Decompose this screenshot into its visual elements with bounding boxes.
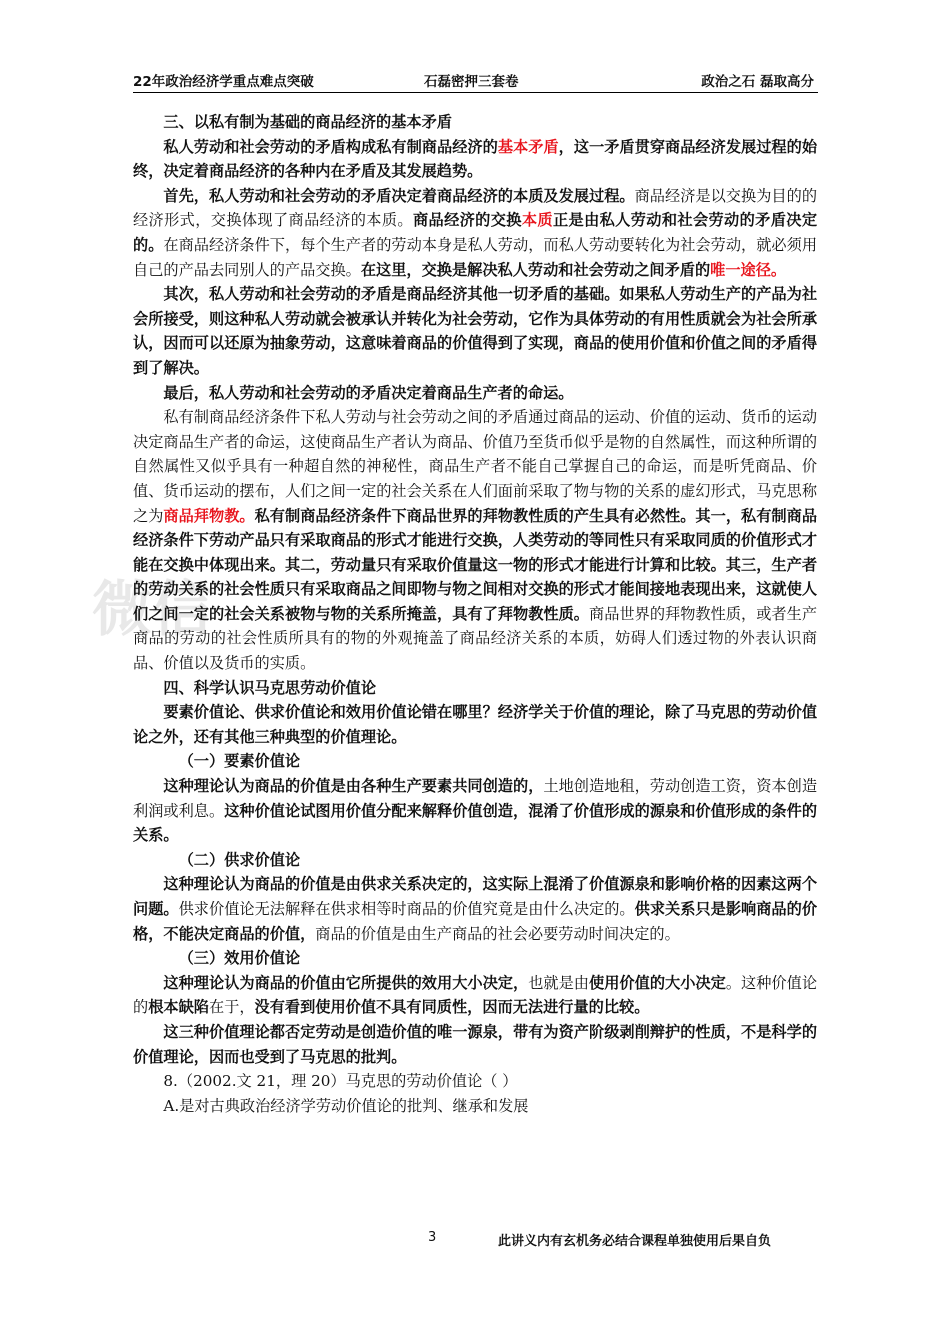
page-header <box>133 66 818 93</box>
footer-note: 此讲义内有玄机务必结合课程单独使用后果自负 <box>498 1234 772 1249</box>
subsection-2-heading: （二）供求价值论 <box>178 850 301 869</box>
section-3-para-1: 私人劳动和社会劳动的矛盾构成私有制商品经济的基本矛盾，这一矛盾贯穿商品经济发展过程的始终，决定着商品经济的各种内在矛盾及其发展趋势。 <box>133 137 818 181</box>
section-4-heading: 四、科学认识马克思劳动价值论 <box>163 678 377 697</box>
section-3-heading: 三、以私有制为基础的商品经济的基本矛盾 <box>163 113 452 131</box>
subsection-3-heading: （三）效用价值论 <box>178 949 301 968</box>
header-book-title: 石磊密押三套卷 <box>424 74 519 90</box>
subsection-1-para: 这种理论认为商品的价值是由各种生产要素共同创造的，土地创造地租，劳动创造工资，资本创造利润或利息。这种价值论试图用价值分配来解释价值创造，混淆了价值形成的源泉和价值形成的条件的关系。 <box>133 777 818 845</box>
section-3-para-3: 其次，私人劳动和社会劳动的矛盾是商品经济其他一切矛盾的基础。如果私人劳动生产的产品为社会所接受，则这种私人劳动就会被承认并转化为社会劳动，它作为具体劳动的有用性质就会为社会所承认，因而可以还原为抽象劳动，这意味着商品的价值得到了实现，商品的使用价值和价值之间的矛盾得到了解决。 <box>133 285 817 377</box>
header-course-title: 22年政治经济学重点难点突破 <box>133 74 314 90</box>
section-4-intro: 要素价值论、供求价值论和效用价值论错在哪里？经济学关于价值的理论，除了马克思的劳动价值论之外，还有其他三种典型的价值理论。 <box>133 703 817 746</box>
section-4-conclusion: 这三种价值理论都否定劳动是创造价值的唯一源泉，带有为资产阶级剥削辩护的性质，不是科学的价值理论，因而也受到了马克思的批判。 <box>133 1022 817 1066</box>
page-number: 3 <box>428 1230 437 1245</box>
question-option-a: A.是对古典政治经济学劳动价值论的批判、继承和发展 <box>163 1096 529 1115</box>
question-stem: 8.（2002.文 21，理 20）马克思的劳动价值论（ ） <box>163 1072 518 1091</box>
subsection-2-para: 这种理论认为商品的价值是由供求关系决定的，这实际上混淆了价值源泉和影响价格的因素这两个问题。供求价值论无法解释在供求相等时商品的价值究竟是由什么决定的。供求关系只是影响商品的价格，不能决定商品的价值，商品的价值是由生产商品的社会必要劳动时间决定的。 <box>133 875 818 943</box>
document-body <box>133 110 817 1118</box>
header-slogan: 政治之石 磊取高分 <box>701 74 814 90</box>
subsection-1-heading: （一）要素价值论 <box>178 752 301 771</box>
watermark: 微信 <box>92 575 212 645</box>
section-3-para-2: 首先，私人劳动和社会劳动的矛盾决定着商品经济的本质及发展过程。商品经济是以交换为目的的经济形式，交换体现了商品经济的本质。商品经济的交换本质正是由私人劳动和社会劳动的矛盾决定的。在商品经济条件下，每个生产者的劳动本身是私人劳动，而私人劳动要转化为社会劳动，就必须用自己的产品去同别人的产品交换。在这里，交换是解决私人劳动和社会劳动之间矛盾的唯一途径。 <box>133 186 818 279</box>
section-3-para-5: 私有制商品经济条件下私人劳动与社会劳动之间的矛盾通过商品的运动、价值的运动、货币的运动决定商品生产者的命运，这使商品生产者认为商品、价值乃至货币似乎是物的自然属性，而这种所谓的自然属性又似乎具有一种超自然的神秘性，商品生产者不能自己掌握自己的命运，而是听凭商品、价值、货币运动的摆布，人们之间一定的社会关系在人们面前采取了物与物的关系的虚幻形式，马克思称之为商品拜物教。私有制商品经济条件下商品世界的拜物教性质的产生具有必然性。其一，私有制商品经济条件下劳动产品只有采取商品的形式才能进行交换，人类劳动的等同性只有采取同质的价值形式才能在交换中体现出来。其二，劳动量只有采取价值量这一物的形式才能进行计算和比较。其三，生产者的劳动关系的社会性质只有采取商品之间即物与物之间相对交换的形式才能间接地表现出来，这就使人们之间一定的社会关系被物与物的关系所掩盖，具有了拜物教性质。商品世界的拜物教性质，或者生产商品的劳动的社会性质所具有的物的外观掩盖了商品经济关系的本质，妨碍人们透过物的外表认识商品、价值以及货币的实质。 <box>133 408 818 673</box>
section-3-para-4: 最后，私人劳动和社会劳动的矛盾决定着商品生产者的命运。 <box>163 383 574 402</box>
subsection-3-para: 这种理论认为商品的价值由它所提供的效用大小决定，也就是由使用价值的大小决定。这种价值论的根本缺陷在于，没有看到使用价值不具有同质性，因而无法进行量的比较。 <box>133 973 818 1017</box>
